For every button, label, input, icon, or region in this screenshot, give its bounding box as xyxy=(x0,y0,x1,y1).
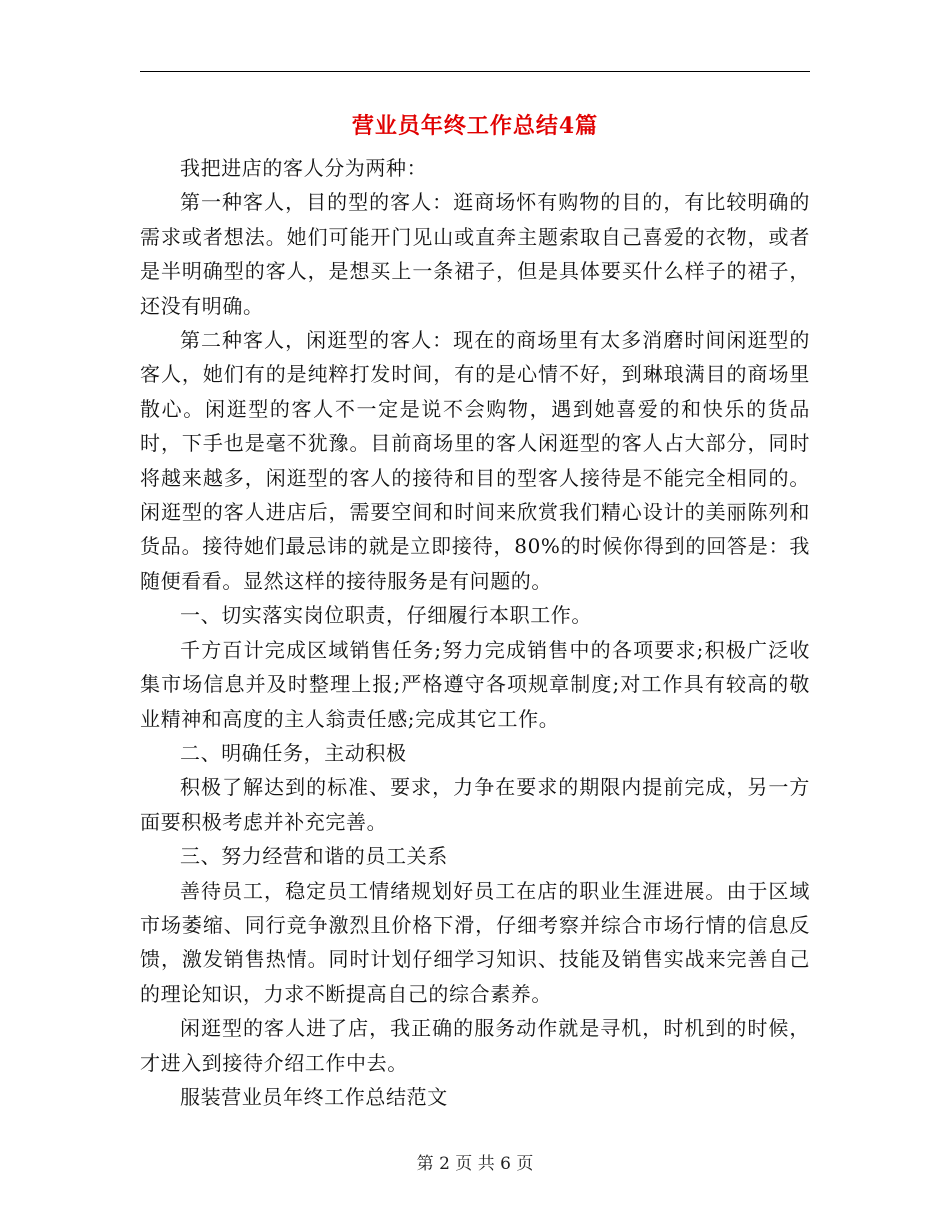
paragraph-6: 善待员工，稳定员工情绪规划好员工在店的职业生涯进展。由于区域市场萎缩、同行竞争激烈且价格下滑，仔细考察并综合市场行情的信息反馈，激发销售热情。同时计划仔细学习知识、技能及销售实战来完善自己的理论知识，力求不断提高自己的综合素养。 xyxy=(140,878,810,1006)
page-number: 第 2 页 共 6 页 xyxy=(416,1154,534,1174)
document-title: 营业员年终工作总结4篇 xyxy=(351,113,599,139)
section-heading-3: 三、努力经营和谐的员工关系 xyxy=(180,844,448,869)
paragraph-1: 我把进店的客人分为两种： xyxy=(180,156,428,180)
section-heading-1: 一、切实落实岗位职责，仔细履行本职工作。 xyxy=(180,603,592,628)
paragraph-3: 第二种客人，闲逛型的客人：现在的商场里有太多消磨时间闲逛型的客人，她们有的是纯粹打发时间，有的是心情不好，到琳琅满目的商场里散心。闲逛型的客人不一定是说不会购物，遇到她喜爱的和快乐的货品时，下手也是毫不犹豫。目前商场里的客人闲逛型的客人占大部分，同时将越来越多，闲逛型的客人的接待和目的型客人接待是不能完全相同的。闲逛型的客人进店后，需要空间和时间来欣赏我们精心设计的美丽陈列和货品。接待她们最忌讳的就是立即接待，80%的时候你得到的回答是：我随便看看。显然这样的接待服务是有问题的。 xyxy=(140,328,810,593)
header-rule xyxy=(140,71,810,72)
paragraph-7: 闲逛型的客人进了店，我正确的服务动作就是寻机，时机到的时候，才进入到接待介绍工作中去。 xyxy=(140,1016,810,1075)
document-body xyxy=(140,151,810,1114)
paragraph-2: 第一种客人，目的型的客人：逛商场怀有购物的目的，有比较明确的需求或者想法。她们可能开门见山或直奔主题索取自己喜爱的衣物，或者是半明确型的客人，是想买上一条裙子，但是具体要买什么样子的裙子，还没有明确。 xyxy=(140,190,810,318)
paragraph-5: 积极了解达到的标准、要求，力争在要求的期限内提前完成，另一方面要积极考虑并补充完善。 xyxy=(140,775,810,834)
paragraph-4: 千方百计完成区域销售任务;努力完成销售中的各项要求;积极广泛收集市场信息并及时整理上报;严格遵守各项规章制度;对工作具有较高的敬业精神和高度的主人翁责任感;完成其它工作。 xyxy=(140,637,810,731)
section-heading-2: 二、明确任务，主动积极 xyxy=(180,740,407,765)
paragraph-8: 服装营业员年终工作总结范文 xyxy=(180,1084,448,1109)
